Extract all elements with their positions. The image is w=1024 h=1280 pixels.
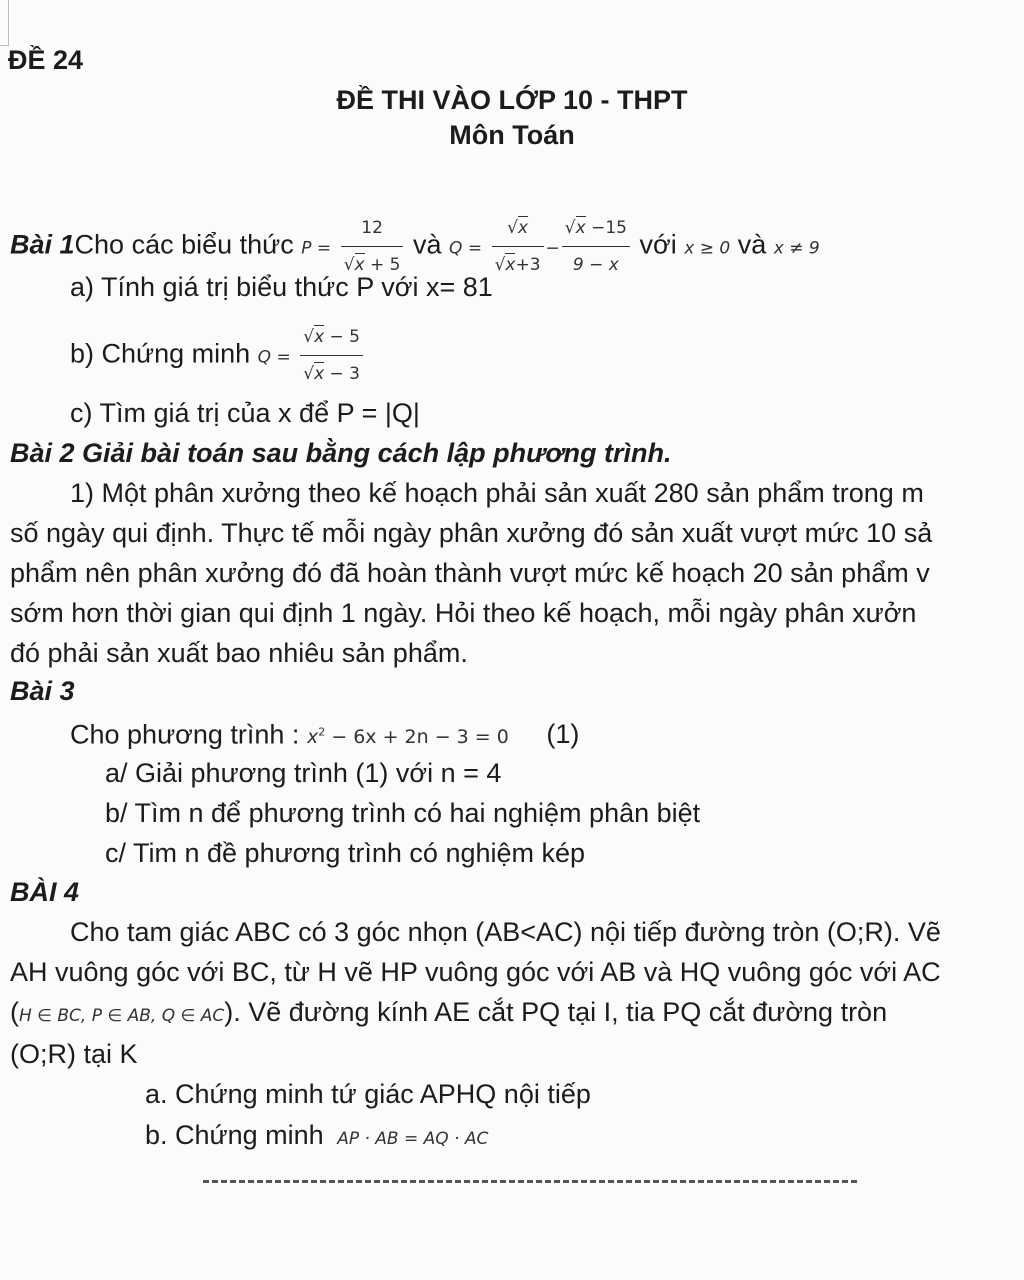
- bai3-equation: [307, 726, 509, 748]
- condition-2: x ≠ 9: [773, 238, 820, 259]
- b-denominator: √x − 3: [303, 364, 360, 384]
- eq-x: x: [306, 726, 319, 749]
- q-f2-numerator: √x −15: [562, 212, 630, 247]
- q-f1-numerator: √x: [492, 212, 544, 247]
- q-minus: −: [545, 238, 560, 259]
- q-fraction-1: [492, 212, 544, 281]
- bai3-equation-line: [70, 717, 579, 753]
- bai2-heading: Bài 2 Giải bài toán sau bằng cách lập phương trình.: [10, 438, 672, 468]
- bai4-b-formula: AP · AB = AQ · AC: [337, 1129, 489, 1149]
- bai4-line: [10, 996, 887, 1032]
- bai3-heading: Bài 3: [10, 676, 75, 706]
- bai1-b-text: b) Chứng minh: [70, 338, 251, 369]
- with-word: với: [639, 229, 677, 260]
- bai3-part-c: c/ Tim n đề phương trình có nghiệm kép: [105, 838, 586, 868]
- eq-exponent: 2: [318, 726, 326, 739]
- corner-mark: [0, 0, 9, 46]
- q-label: Q =: [449, 238, 483, 259]
- bai3-part-b: b/ Tìm n để phương trình có hai nghiệm phân biệt: [105, 798, 701, 828]
- exam-subject: Môn Toán: [449, 120, 575, 150]
- bai4-line: AH vuông góc với BC, từ H vẽ HP vuông góc với AB và HQ vuông góc với AC: [10, 957, 941, 987]
- q-f1-den-rest: +3: [515, 255, 541, 275]
- bai4-line: Cho tam giác ABC có 3 góc nhọn (AB<AC) nội tiếp đường tròn (O;R). Vẽ: [70, 917, 941, 947]
- bai4-b-text: b. Chứng minh: [145, 1120, 324, 1150]
- bai2-line: đó phải sản xuất bao nhiêu sản phẩm.: [10, 638, 468, 668]
- b-num-radicand: x: [314, 327, 325, 347]
- q-f1-num-radicand: x: [517, 218, 529, 238]
- and-2: và: [737, 229, 767, 260]
- bai2-line: 1) Một phân xưởng theo kế hoạch phải sản xuất 280 sản phẩm trong m: [70, 478, 924, 508]
- bai1-part-b: [70, 321, 365, 390]
- eq-rest: − 6x + 2n − 3 = 0: [331, 726, 509, 749]
- bai1-heading: Bài 1: [10, 229, 75, 260]
- q-f2-num-radicand: x: [575, 218, 586, 238]
- p-den-radicand: x: [354, 255, 365, 275]
- b-den-rest: − 3: [329, 364, 360, 384]
- q-f1-denominator: √x+3: [494, 255, 541, 275]
- bai4-line3-rest: ). Vẽ đường kính AE cắt PQ tại I, tia PQ cắt đường tròn: [224, 997, 888, 1027]
- bai4-heading: BÀI 4: [10, 877, 80, 907]
- paren-open: (: [10, 997, 19, 1027]
- p-label: P =: [301, 238, 332, 259]
- and-1: và: [412, 229, 442, 260]
- p-numerator: 12: [341, 212, 404, 247]
- bai2-line: phẩm nên phân xưởng đó đã hoàn thành vượt mức kế hoạch 20 sản phẩm v: [10, 558, 930, 588]
- p-den-rest: + 5: [370, 255, 401, 275]
- p-denominator: √x + 5: [343, 255, 401, 275]
- b-fraction: [300, 321, 363, 390]
- q-f2-num-rest: −15: [591, 218, 627, 238]
- bai2-line: số ngày qui định. Thực tế mỗi ngày phân xưởng đó sản xuất vượt mức 10 sả: [10, 518, 933, 548]
- b-num-rest: − 5: [329, 327, 360, 347]
- end-divider: [203, 1180, 857, 1183]
- b-q-label: Q =: [257, 347, 291, 368]
- bai3-intro: Cho phương trình :: [70, 719, 300, 750]
- eq-number: (1): [546, 719, 580, 750]
- bai4-part-b: [145, 1119, 488, 1155]
- bai1-part-c: c) Tìm giá trị của x để P = |Q|: [70, 398, 420, 428]
- q-f2-denominator: 9 − x: [572, 255, 619, 275]
- bai2-line: sớm hơn thời gian qui định 1 ngày. Hỏi theo kế hoạch, mỗi ngày phân xưởn: [10, 598, 917, 628]
- bai4-membership: H ∈ BC, P ∈ AB, Q ∈ AC: [19, 1006, 225, 1026]
- b-numerator: √x − 5: [300, 321, 363, 356]
- b-den-radicand: x: [314, 364, 325, 384]
- bai4-line: (O;R) tại K: [10, 1039, 138, 1069]
- condition-1: x ≥ 0: [684, 238, 731, 259]
- bai1-intro: Cho các biểu thức: [74, 229, 294, 260]
- exam-title: ĐỀ THI VÀO LỚP 10 - THPT: [336, 85, 688, 115]
- q-fraction-2: [562, 212, 630, 281]
- exam-code: ĐỀ 24: [8, 45, 84, 75]
- bai3-part-a: a/ Giải phương trình (1) với n = 4: [105, 758, 502, 788]
- q-f1-den-radicand: x: [505, 255, 516, 275]
- bai4-part-a: a. Chứng minh tứ giác APHQ nội tiếp: [145, 1079, 591, 1109]
- bai1-part-a: a) Tính giá trị biểu thức P với x= 81: [70, 272, 493, 302]
